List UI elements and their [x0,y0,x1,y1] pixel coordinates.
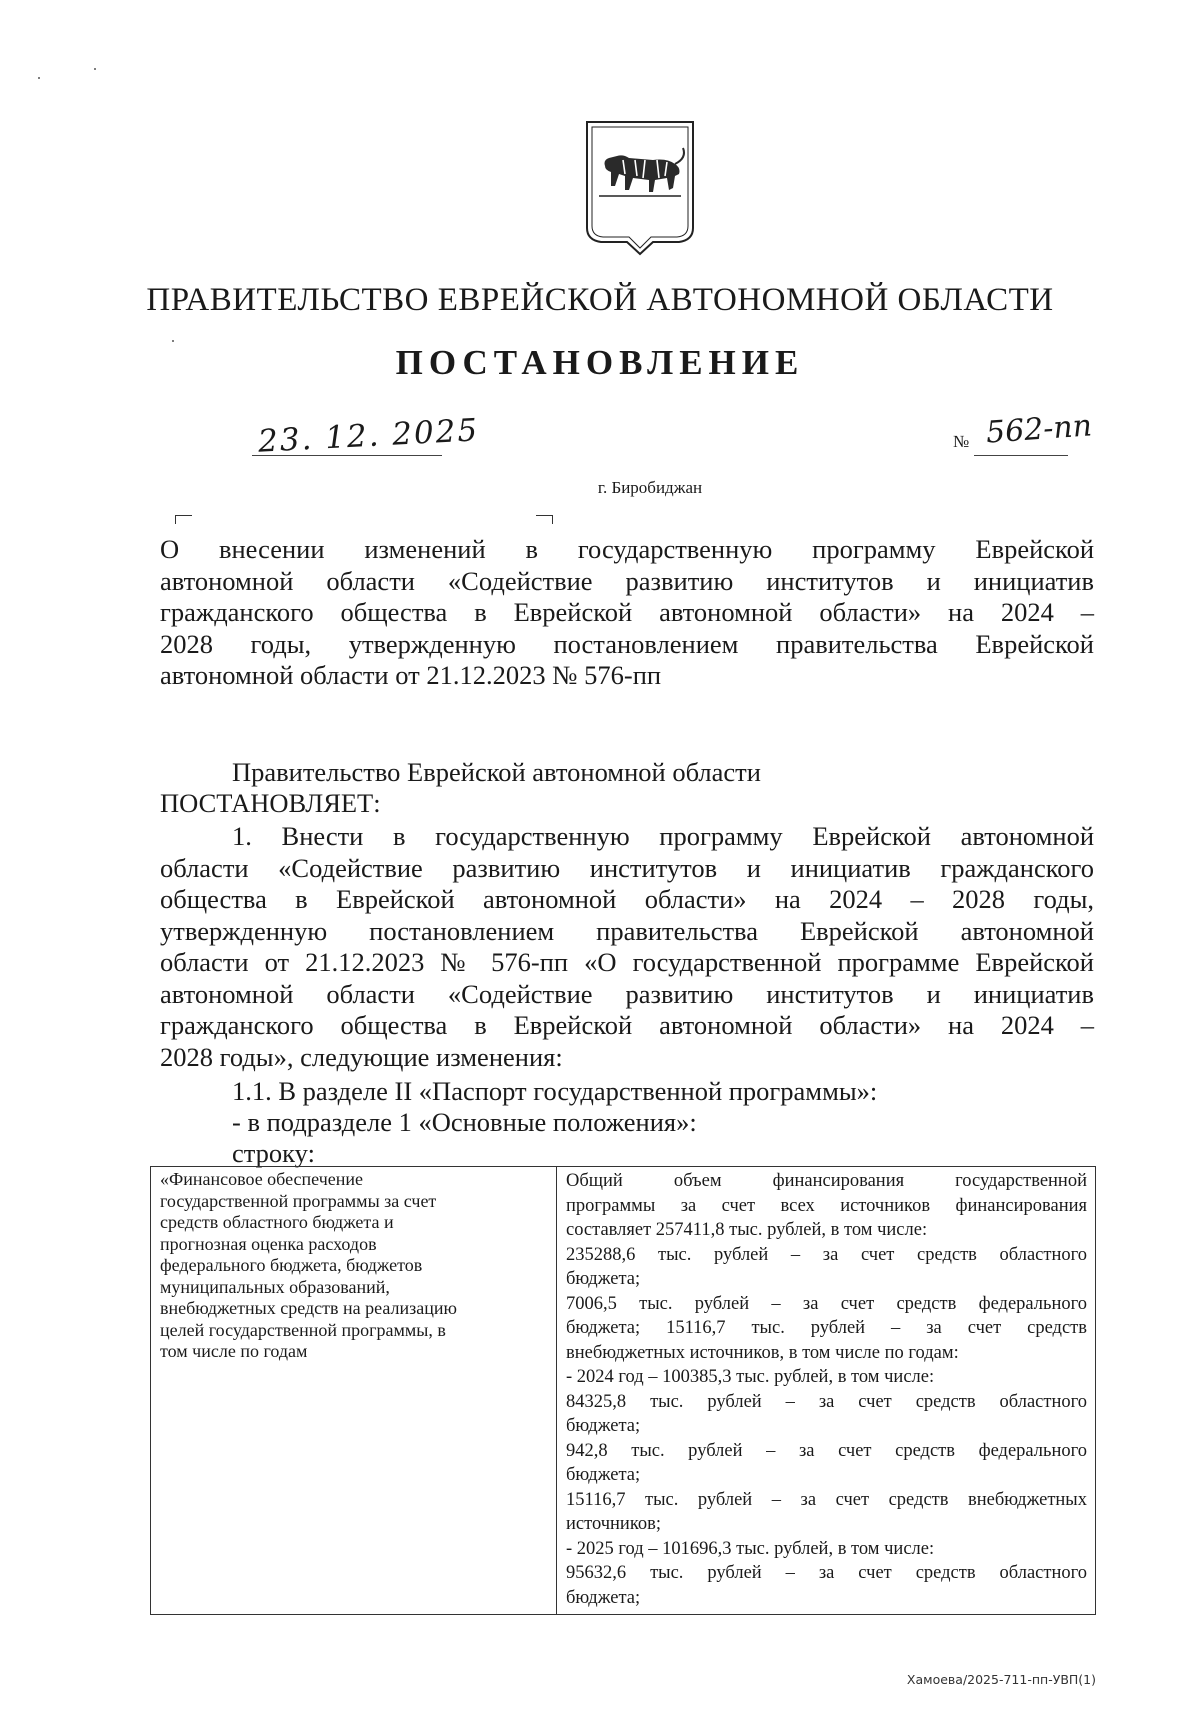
cell-line: бюджета; [566,1269,641,1289]
scan-speck [38,77,40,79]
cell-line: целей государственной программы, в [160,1319,446,1340]
paragraph-line: 1. Внести в государственную программу Еврейской автономной [232,821,1094,851]
cell-line: бюджета; 15116,7 тыс. рублей – за счет средств [566,1318,1087,1338]
date-underline [252,455,442,456]
paragraph-1 [160,821,1094,1073]
subject-line: гражданского общества в Еврейской автономной области» на 2024 – [160,597,1094,627]
cell-line: Общий объем финансирования государственной [566,1171,1087,1191]
bracket-left [175,515,192,524]
subject-line: О внесении изменений в государственную программу Еврейской [160,534,1094,564]
cell-line: программы за счет всех источников финансирования [566,1195,1087,1216]
cell-line: 84325,8 тыс. рублей – за счет средств областного [566,1391,1087,1412]
coat-of-arms [583,118,697,258]
subject-line: 2028 годы, утвержденную постановлением правительства Еврейской [160,628,1094,659]
handwritten-date: 23. 12. 2025 [257,412,480,460]
number-label: № [953,432,970,451]
bracket-right [536,515,553,524]
scan-speck [94,68,96,70]
subsection-1: - в подразделе 1 «Основные положения»: [232,1107,697,1137]
document-type: ПОСТАНОВЛЕНИЕ [395,343,805,382]
cell-line: 235288,6 тыс. рублей – за счет средств областного [566,1244,1087,1265]
document-code: Хамоева/2025-711-пп-УВП(1) [906,1672,1096,1687]
paragraph-line: автономной области «Содействие развитию институтов и инициатив [160,978,1094,1009]
cell-line: 95632,6 тыс. рублей – за счет средств областного [566,1563,1087,1583]
row-label: строку: [232,1138,315,1168]
cell-line: средств областного бюджета и [160,1212,394,1232]
paragraph-line: общества в Еврейской автономной области» на 2024 – 2028 годы, [160,884,1094,914]
paragraph-line: 2028 годы», следующие изменения: [160,1041,563,1072]
cell-line: федерального бюджета, бюджетов [160,1255,423,1275]
handwritten-number: 562-пп [984,408,1094,451]
cell-line: источников; [566,1514,662,1534]
cell-line: бюджета; [566,1416,641,1436]
cell-line: - 2024 год – 100385,3 тыс. рублей, в том числе: [566,1367,935,1387]
resolves-heading: ПОСТАНОВЛЯЕТ: [160,788,381,818]
cell-line: внебюджетных источников, в том числе по годам: [566,1342,959,1363]
table-row [151,1167,1096,1615]
document-subject [160,534,1094,692]
cell-line: государственной программы за счет [160,1190,437,1211]
paragraph-line: утвержденную постановлением правительства Еврейской автономной [160,915,1094,946]
cell-line: прогнозная оценка расходов [160,1233,377,1254]
financing-table [150,1166,1096,1615]
cell-line: - 2025 год – 101696,3 тыс. рублей, в том числе: [566,1538,935,1559]
subject-line: автономной области «Содействие развитию институтов и инициатив [160,565,1094,596]
table-cell-value [557,1167,1096,1615]
tiger-emblem-icon [583,118,697,258]
subpoint-1-1: 1.1. В разделе II «Паспорт государственной программы»: [232,1076,878,1106]
cell-line: 15116,7 тыс. рублей – за счет средств внебюджетных [566,1489,1087,1510]
number-underline [974,455,1068,456]
paragraph-line: гражданского общества в Еврейской автономной области» на 2024 – [160,1010,1094,1040]
cell-line: том числе по годам [160,1341,308,1361]
cell-line: бюджета; [566,1465,641,1485]
subject-line: автономной области от 21.12.2023 № 576-пп [160,660,662,690]
paragraph-line: области «Содействие развитию институтов и инициатив гражданского [160,852,1094,883]
cell-line: 7006,5 тыс. рублей – за счет средств федерального [566,1293,1087,1314]
city-line: г. Биробиджан [597,478,703,497]
government-line: Правительство Еврейской автономной области [232,757,761,787]
paragraph-line: области от 21.12.2023 № 576-пп «О государственной программе Еврейской [160,947,1094,977]
scan-speck [172,340,174,342]
table-cell-label [151,1167,557,1615]
cell-line: внебюджетных средств на реализацию [160,1298,457,1318]
cell-line: «Финансовое обеспечение [160,1169,364,1189]
cell-line: составляет 257411,8 тыс. рублей, в том числе: [566,1220,928,1240]
cell-line: бюджета; [566,1587,641,1608]
cell-line: 942,8 тыс. рублей – за счет средств федерального [566,1440,1087,1461]
government-title: ПРАВИТЕЛЬСТВО ЕВРЕЙСКОЙ АВТОНОМНОЙ ОБЛАСТИ [146,282,1054,318]
cell-line: муниципальных образований, [160,1276,390,1297]
